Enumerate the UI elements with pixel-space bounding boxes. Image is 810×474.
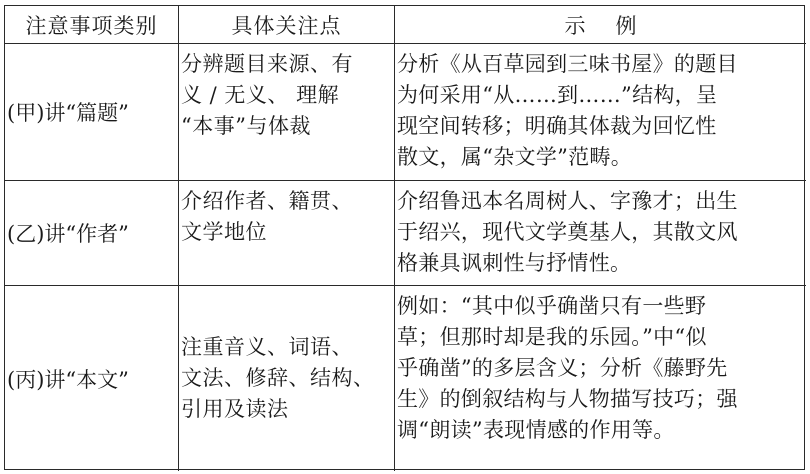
row-2-focus-line: 文学地位: [181, 220, 267, 244]
row-3-category: (丙)讲“本文”: [5, 286, 179, 471]
row-1-example: [395, 44, 806, 181]
header-example-char-2: 例: [615, 13, 637, 38]
header-example: [395, 6, 806, 44]
row-1-focus-line: 分辨题目来源、有: [181, 52, 353, 76]
row-2-example: [395, 181, 806, 286]
row-1-focus: [179, 44, 395, 181]
row-2-category: (乙)讲“作者”: [5, 181, 179, 286]
row-1-focus-line: “本事”与体裁: [181, 114, 311, 138]
row-1-example-line: 分析《从百草园到三味书屋》的题目: [397, 52, 738, 76]
header-example-char-1: 示: [564, 13, 586, 38]
row-1-example-line: 现空间转移；明确其体裁为回忆性: [397, 114, 717, 138]
row-3-example-line: 乎确凿”的多层含义；分析《藤野先: [397, 356, 728, 380]
row-3-example-line: 生》的倒叙结构与人物描写技巧；强: [397, 387, 738, 411]
row-2-example-line: 介绍鲁迅本名周树人、字豫才；出生: [397, 189, 738, 213]
row-3-example-line: 草；但那时却是我的乐园。”中“似: [397, 325, 707, 349]
row-2-example-line: 于绍兴，现代文学奠基人，其散文风: [397, 220, 738, 244]
row-3-focus-line: 注重音义、词语、: [181, 335, 353, 359]
row-1-example-line: 为何采用“从……到……”结构，呈: [397, 83, 718, 107]
row-2-example-line: 格兼具讽刺性与抒情性。: [397, 251, 632, 275]
header-category: 注意事项类别: [5, 6, 179, 44]
row-3-focus-line: 文法、修辞、结构、: [181, 366, 375, 390]
row-1-category: (甲)讲“篇题”: [5, 44, 179, 181]
row-3-focus: [179, 286, 395, 471]
row-3-example-line: 例如：“其中似乎确凿只有一些野: [397, 294, 707, 318]
row-3-example-line: 调“朗读”表现情感的作用等。: [397, 418, 675, 442]
row-2-focus-line: 介绍作者、籍贯、: [181, 189, 353, 213]
row-1-example-line: 散文，属“杂文学”范畴。: [397, 145, 633, 169]
row-3-example: [395, 286, 806, 471]
header-focus: 具体关注点: [179, 6, 395, 44]
row-2-focus: [179, 181, 395, 286]
notes-table: [4, 5, 805, 470]
row-3-focus-line: 引用及读法: [181, 397, 289, 421]
row-1-focus-line: 义 / 无义、 理解: [181, 83, 340, 107]
